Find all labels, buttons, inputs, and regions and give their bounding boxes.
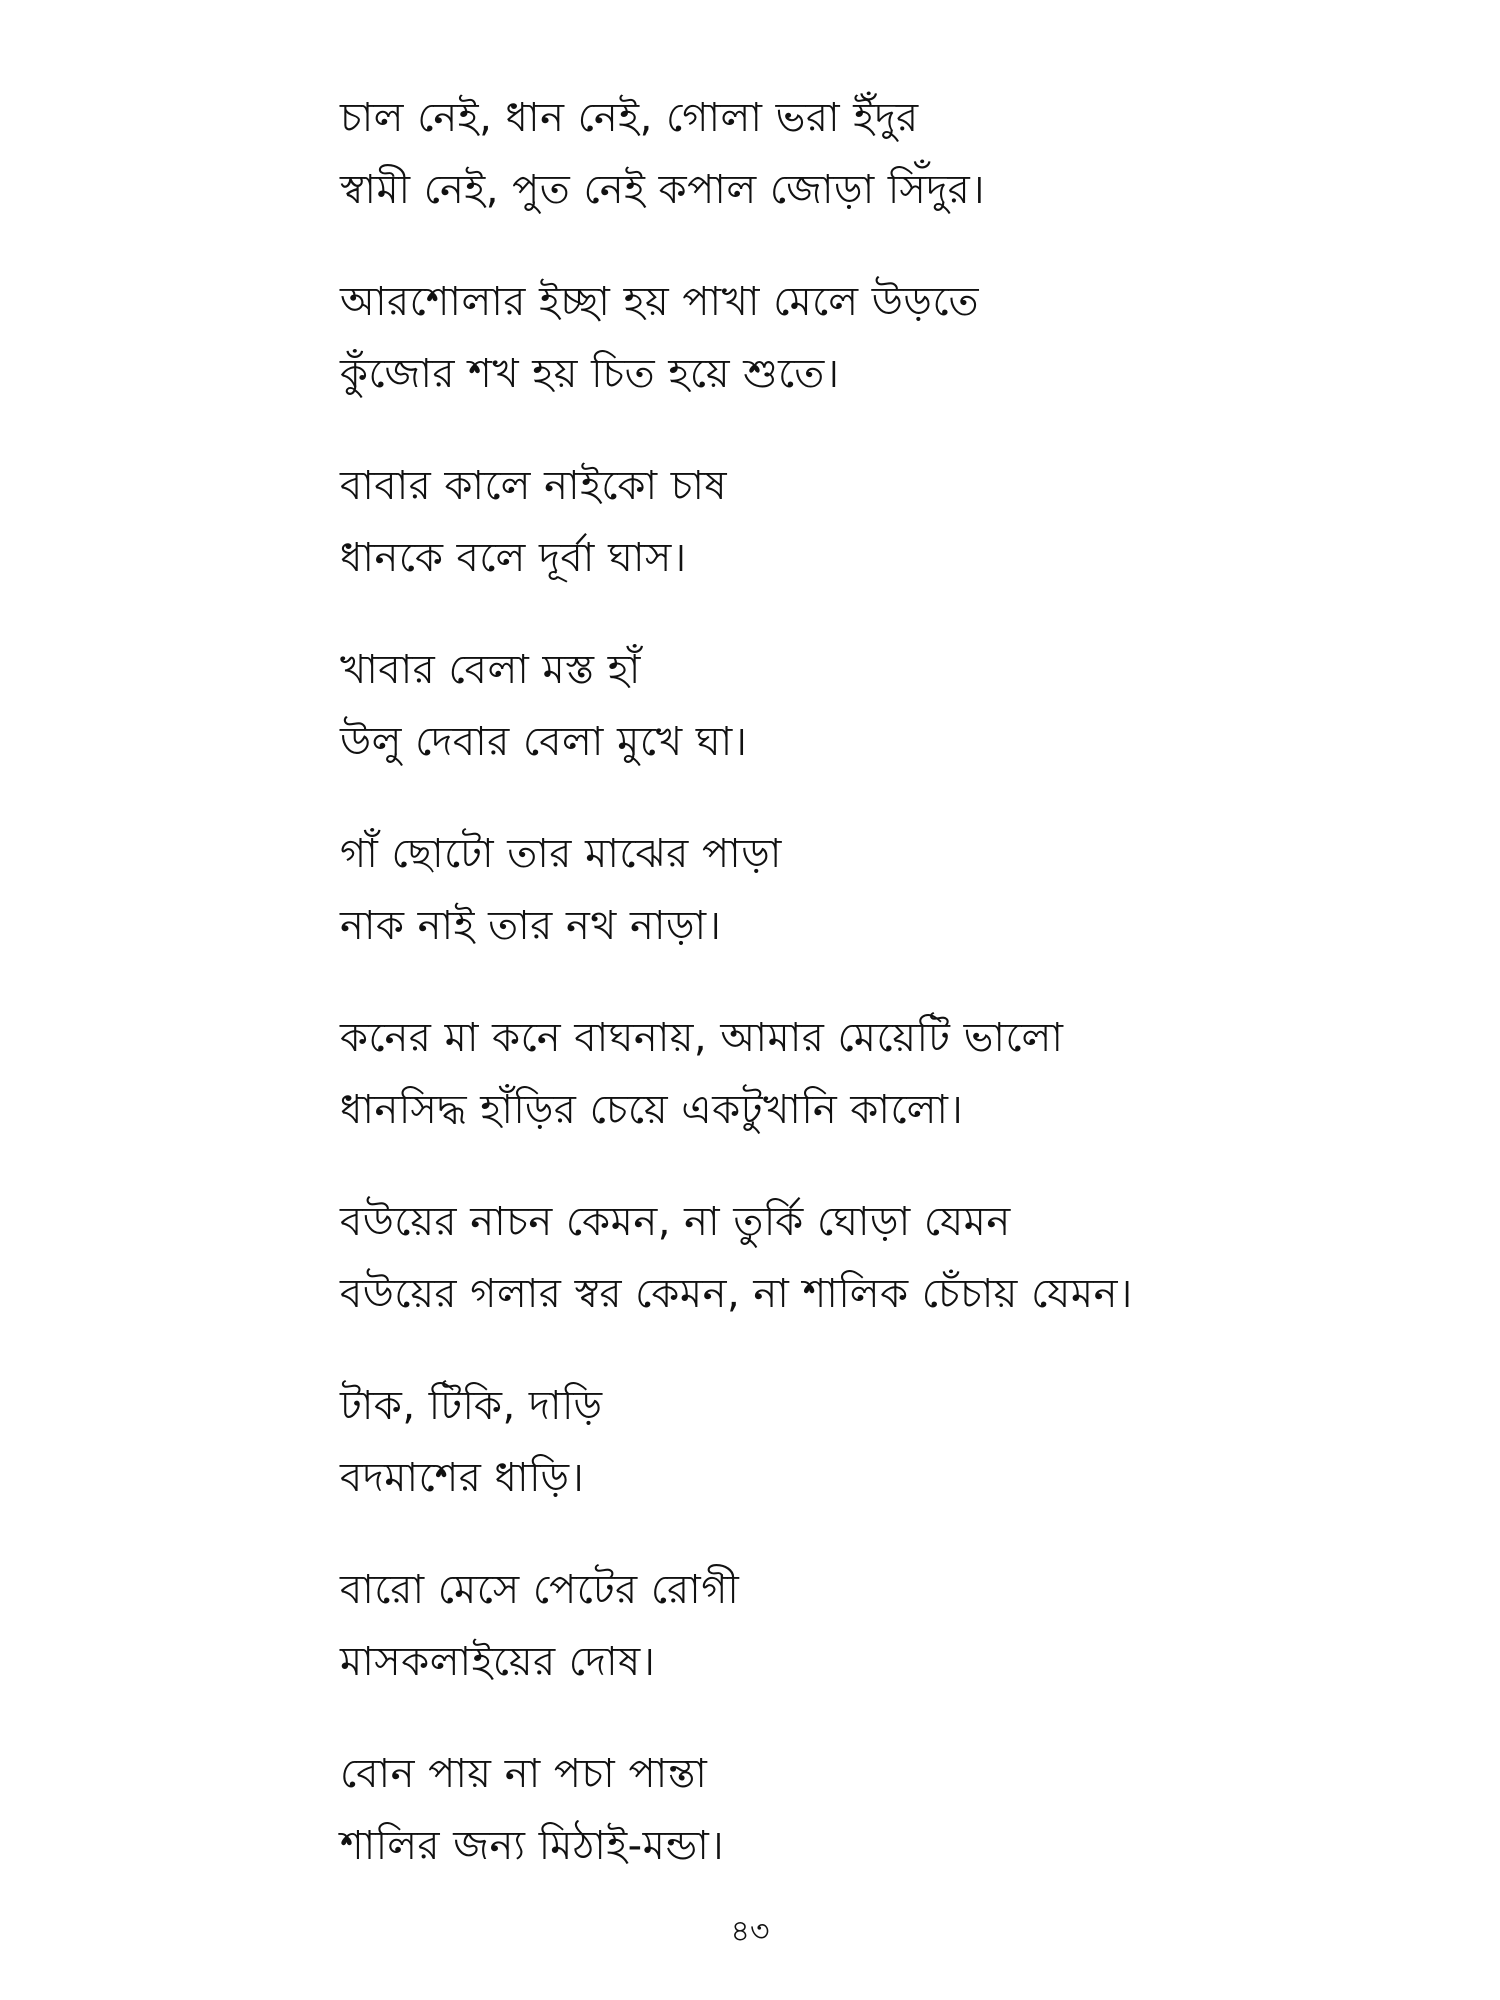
verse-line: ধানসিদ্ধ হাঁড়ির চেয়ে একটুখানি কালো। bbox=[340, 1087, 964, 1133]
verse-line: বউয়ের নাচন কেমন, না তুর্কি ঘোড়া যেমন bbox=[340, 1199, 1011, 1245]
verse-line: উলু দেবার বেলা মুখে ঘা। bbox=[340, 719, 748, 765]
verse-line: টাক, টিকি, দাড়ি bbox=[340, 1383, 603, 1429]
stanza-6 bbox=[340, 1002, 1440, 1186]
verse-line: স্বামী নেই, পুত নেই কপাল জোড়া সিঁদুর। bbox=[340, 167, 986, 213]
stanza-1 bbox=[340, 82, 1440, 266]
verse-line: বাবার কালে নাইকো চাষ bbox=[340, 463, 728, 509]
verse-line: নাক নাই তার নথ নাড়া। bbox=[340, 903, 722, 949]
page-number: ৪৩ bbox=[730, 1914, 770, 1949]
verse-line: বোন পায় না পচা পান্তা bbox=[340, 1751, 708, 1797]
verse-line: মাসকলাইয়ের দোষ। bbox=[340, 1639, 656, 1685]
stanza-10 bbox=[340, 1738, 1440, 1922]
stanza-4 bbox=[340, 634, 1440, 818]
verse-line: বারো মেসে পেটের রোগী bbox=[340, 1567, 740, 1613]
verse-line: খাবার বেলা মস্ত হাঁ bbox=[340, 647, 641, 693]
verse-line: চাল নেই, ধান নেই, গোলা ভরা ইঁদুর bbox=[340, 95, 919, 141]
verse-line: আরশোলার ইচ্ছা হয় পাখা মেলে উড়তে bbox=[340, 279, 980, 325]
verse-line: বদমাশের ধাড়ি। bbox=[340, 1455, 585, 1501]
stanza-9 bbox=[340, 1554, 1440, 1738]
stanza-2 bbox=[340, 266, 1440, 450]
verse-line: কনের মা কনে বাঘনায়, আমার মেয়েটি ভালো bbox=[340, 1015, 1064, 1061]
verse-line: বউয়ের গলার স্বর কেমন, না শালিক চেঁচায় যেমন। bbox=[340, 1271, 1133, 1317]
stanza-5 bbox=[340, 818, 1440, 1002]
stanza-7 bbox=[340, 1186, 1440, 1370]
stanza-8 bbox=[340, 1370, 1440, 1554]
verse-line: কুঁজোর শখ হয় চিত হয়ে শুতে। bbox=[340, 351, 840, 397]
verse-line: শালির জন্য মিঠাই-মন্ডা। bbox=[340, 1823, 725, 1869]
stanza-3 bbox=[340, 450, 1440, 634]
verse-line: গাঁ ছোটো তার মাঝের পাড়া bbox=[340, 831, 782, 877]
verse-line: ধানকে বলে দূর্বা ঘাস। bbox=[340, 535, 687, 581]
verse-list bbox=[340, 82, 1440, 1922]
